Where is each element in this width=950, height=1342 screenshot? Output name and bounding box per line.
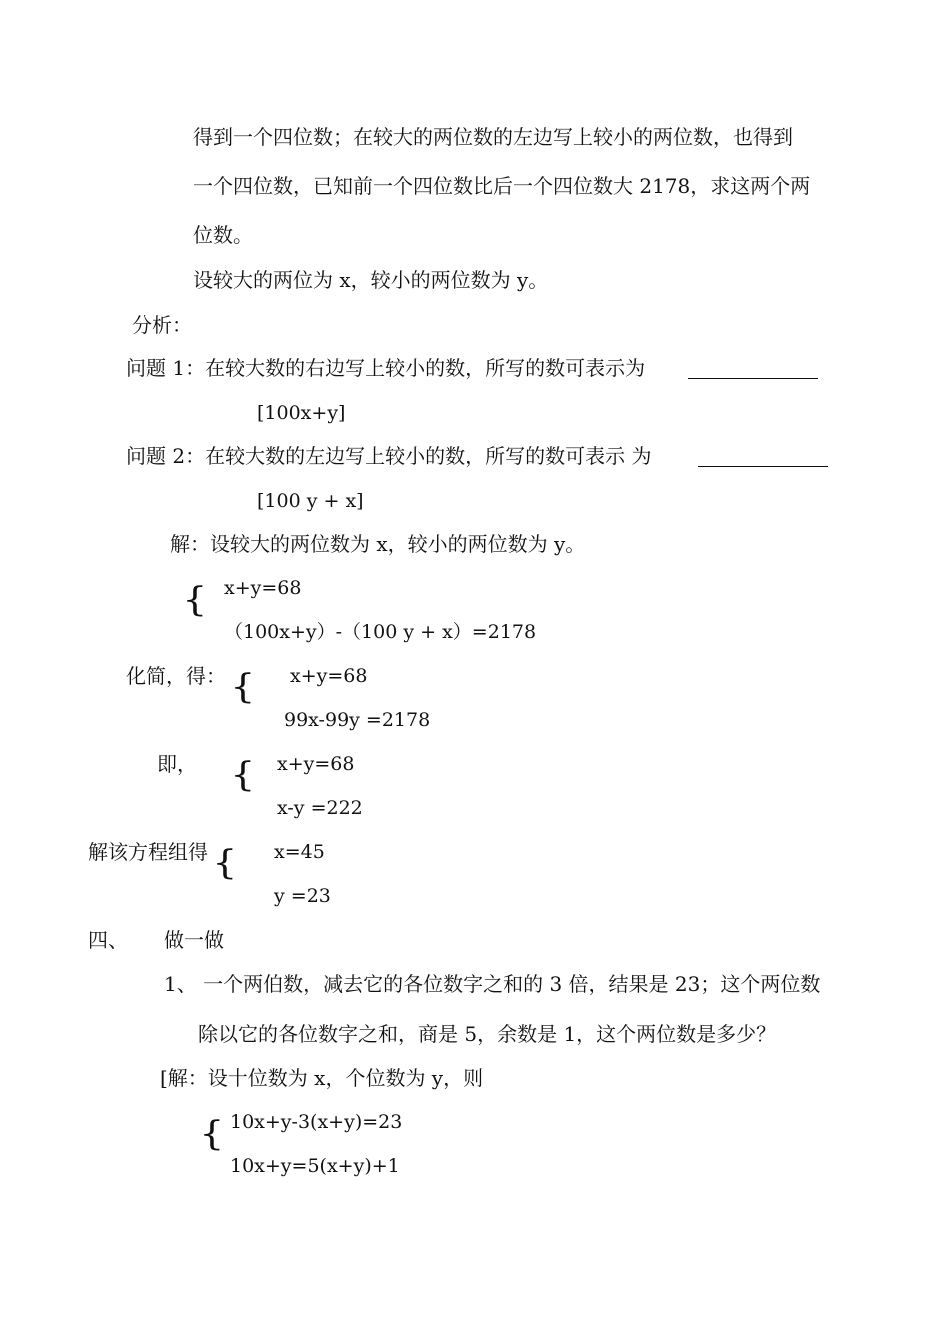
answer-1: [100x+y] xyxy=(257,402,346,424)
simplify-label: 化简，得： xyxy=(126,664,226,688)
brace-icon: { xyxy=(212,843,238,883)
question-2: 问题 2：在较大数的左边写上较小的数，所写的数可表示 为 xyxy=(126,444,652,468)
brace-icon: { xyxy=(199,1114,225,1154)
system-2-eq-1: x+y=68 xyxy=(290,665,368,687)
system-3-eq-1: x+y=68 xyxy=(277,753,355,775)
brace-icon: { xyxy=(230,667,256,707)
exercise-1-line-1: 1、 一个两伯数，减去它的各位数字之和的 3 倍，结果是 23；这个两位数 xyxy=(164,972,821,996)
system-5-eq-2: 10x+y=5(x+y)+1 xyxy=(230,1155,400,1177)
brace-icon: { xyxy=(230,755,256,795)
system-4-eq-2: y =23 xyxy=(274,885,331,907)
section-number: 四、 xyxy=(88,928,128,952)
problem-line-2: 一个四位数，已知前一个四位数比后一个四位数大 2178，求这两个两 xyxy=(193,174,811,198)
analysis-label: 分析： xyxy=(132,313,192,337)
answer-intro: [解：设十位数为 x，个位数为 y，则 xyxy=(160,1066,484,1090)
problem-line-1: 得到一个四位数；在较大的两位数的左边写上较小的两位数，也得到 xyxy=(193,125,793,149)
ie-label: 即， xyxy=(157,752,197,776)
answer-2: [100 y + x] xyxy=(257,490,364,512)
system-1-eq-1: x+y=68 xyxy=(224,577,302,599)
system-1-eq-2: （100x+y）-（100 y + x）=2178 xyxy=(224,621,537,643)
system-3-eq-2: x-y =222 xyxy=(277,797,363,819)
solution-intro: 解：设较大的两位数为 x，较小的两位数为 y。 xyxy=(170,532,586,556)
answer-blank-1 xyxy=(688,378,818,379)
question-1: 问题 1：在较大数的右边写上较小的数，所写的数可表示为 xyxy=(126,356,646,380)
solve-label: 解该方程组得 xyxy=(88,840,208,864)
system-2-eq-2: 99x-99y =2178 xyxy=(284,709,431,731)
system-5-eq-1: 10x+y-3(x+y)=23 xyxy=(230,1111,403,1133)
brace-icon: { xyxy=(182,580,208,620)
section-title: 做一做 xyxy=(164,928,224,952)
problem-line-3: 位数。 xyxy=(193,223,253,247)
system-4-eq-1: x=45 xyxy=(274,841,325,863)
exercise-1-line-2: 除以它的各位数字之和，商是 5，余数是 1，这个两位数是多少？ xyxy=(198,1022,777,1046)
problem-setup: 设较大的两位为 x，较小的两位数为 y。 xyxy=(193,268,549,292)
answer-blank-2 xyxy=(698,466,828,467)
